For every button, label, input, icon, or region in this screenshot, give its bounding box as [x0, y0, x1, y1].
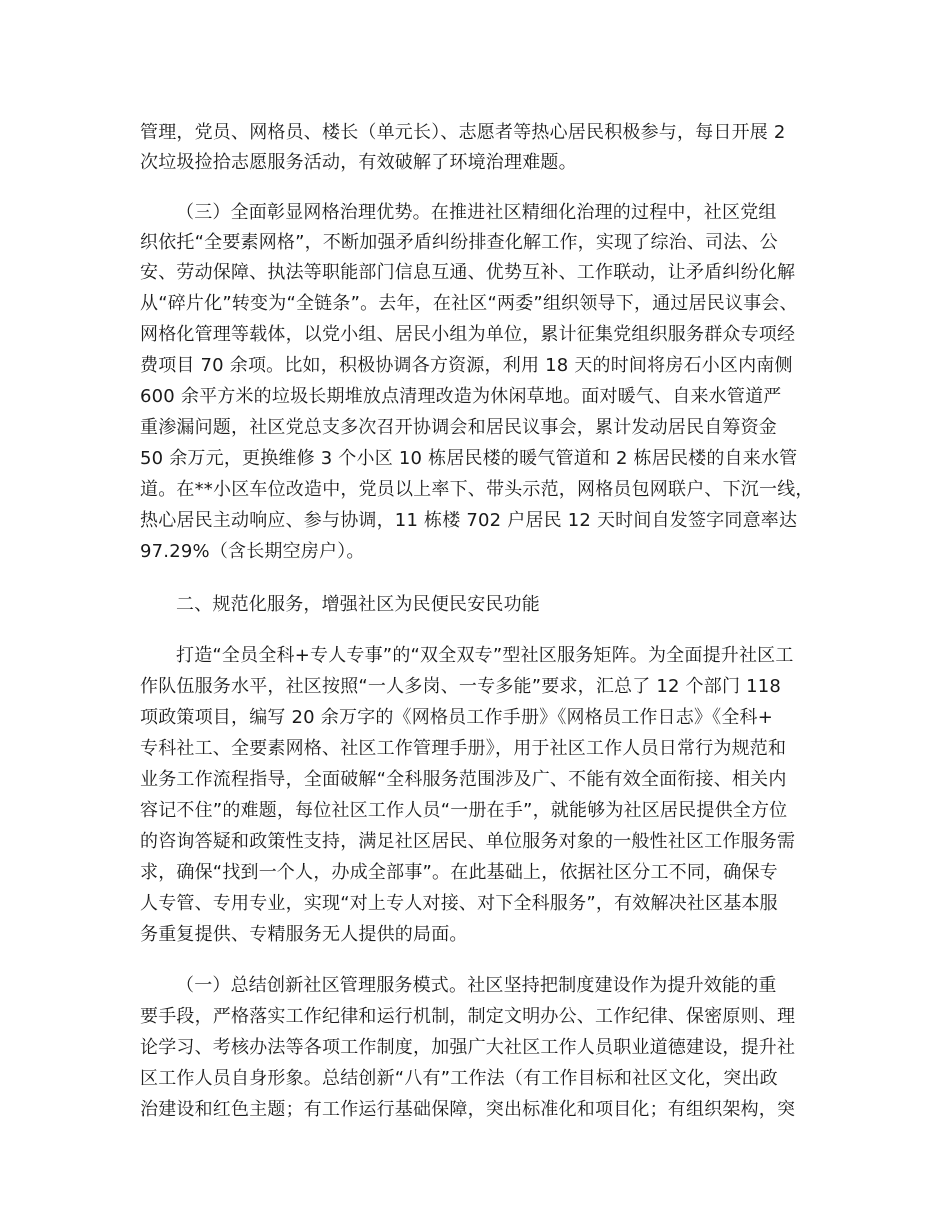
paragraph-4-line-4: 专科社工、全要素网格、社区工作管理手册》，用于社区工作人员日常行为规范和: [140, 738, 787, 759]
paragraph-5-line-3: 论学习、考核办法等各项工作制度，加强广大社区工作人员职业道德建设，提升社: [140, 1037, 796, 1058]
paragraph-5-line-4: 区工作人员自身形象。总结创新“八有”工作法（有工作目标和社区文化，突出政: [140, 1068, 778, 1089]
paragraph-4-line-7: 的咨询答疑和政策性支持，满足社区居民、单位服务对象的一般性社区工作服务需: [140, 831, 796, 852]
paragraph-5-line-2: 要手段，严格落实工作纪律和运行机制，制定文明办公、工作纪律、保密原则、理: [140, 1006, 796, 1027]
paragraph-1-line-2: 次垃圾捡拾志愿服务活动，有效破解了环境治理难题。: [140, 152, 577, 173]
paragraph-4-line-5: 业务工作流程指导，全面破解“全科服务范围涉及广、不能有效全面衔接、相关内: [140, 769, 787, 790]
paragraph-4-line-1: 打造“全员全科+专人专事”的“双全双专”型社区服务矩阵。为全面提升社区工: [176, 645, 794, 666]
paragraph-5-line-1: （一）总结创新社区管理服务模式。社区坚持把制度建设作为提升效能的重: [176, 975, 777, 996]
paragraph-2-line-12: 97.29%（含长期空房户）。: [140, 541, 365, 562]
paragraph-2-line-1: （三）全面彰显网格治理优势。在推进社区精细化治理的过程中，社区党组: [176, 202, 777, 223]
paragraph-4-line-10: 务重复提供、专精服务无人提供的局面。: [140, 924, 468, 945]
paragraph-4-line-3: 项政策项目，编写 20 余万字的《网格员工作手册》《网格员工作日志》《全科+: [140, 707, 774, 728]
paragraph-2-line-9: 50 余万元，更换维修 3 个小区 10 栋居民楼的暖气管道和 2 栋居民楼的自来水管: [140, 448, 798, 469]
paragraph-4-line-6: 容记不住”的难题，每位社区工作人员“一册在手”，就能够为社区居民提供全方位: [140, 800, 788, 821]
paragraph-2-line-3: 安、劳动保障、执法等职能部门信息互通、优势互补、工作联动，让矛盾纠纷化解: [140, 262, 796, 283]
paragraph-1-line-1: 管理，党员、网格员、楼长（单元长）、志愿者等热心居民积极参与，每日开展 2: [140, 122, 786, 143]
paragraph-2-line-4: 从“碎片化”转变为“全链条”。去年，在社区“两委”组织领导下，通过居民议事会、: [140, 293, 798, 314]
paragraph-2-line-5: 网格化管理等载体，以党小组、居民小组为单位，累计征集党组织服务群众专项经: [140, 324, 796, 345]
paragraph-4-line-8: 求，确保“找到一个人，办成全部事”。在此基础上，依据社区分工不同，确保专: [140, 862, 778, 883]
paragraph-4-line-9: 人专管、专用专业，实现“对上专人对接、对下全科服务”，有效解决社区基本服: [140, 893, 778, 914]
paragraph-4-line-2: 作队伍服务水平，社区按照“一人多岗、一专多能”要求，汇总了 12 个部门 118: [140, 676, 782, 697]
paragraph-2-line-6: 费项目 70 余项。比如，积极协调各方资源，利用 18 天的时间将房石小区内南侧: [140, 355, 793, 376]
paragraph-2-line-11: 热心居民主动响应、参与协调，11 栋楼 702 户居民 12 天时间自发签字同意率达: [140, 510, 798, 531]
paragraph-2-line-2: 织依托“全要素网格”，不断加强矛盾纠纷排查化解工作，实现了综治、司法、公: [140, 232, 778, 253]
paragraph-5-line-5: 治建设和红色主题；有工作运行基础保障，突出标准化和项目化；有组织架构，突: [140, 1099, 796, 1120]
paragraph-2-line-10: 道。在**小区车位改造中，党员以上率下、带头示范，网格员包网联户、下沉一线，: [140, 479, 814, 500]
paragraph-2-line-8: 重渗漏问题，社区党总支多次召开协调会和居民议事会，累计发动居民自筹资金: [140, 417, 777, 438]
section-heading: 二、规范化服务，增强社区为民便民安民功能: [176, 594, 540, 615]
paragraph-2-line-7: 600 余平方米的垃圾长期堆放点清理改造为休闲草地。面对暖气、自来水管道严: [140, 386, 782, 407]
